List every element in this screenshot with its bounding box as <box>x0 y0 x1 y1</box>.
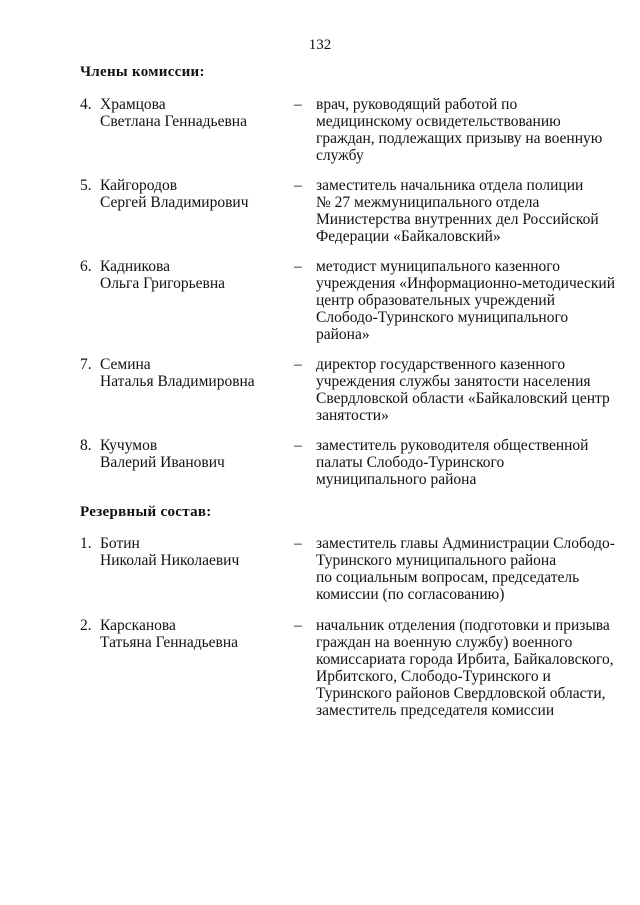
entry-surname: Храмцова <box>100 96 166 113</box>
entry-number: 6. <box>80 258 92 275</box>
description-line: по социальным вопросам, председатель <box>316 569 580 586</box>
entry-description <box>316 356 616 424</box>
entry-number: 4. <box>80 96 92 113</box>
entry-given-name: Валерий Иванович <box>100 454 225 471</box>
entry-description <box>316 437 616 488</box>
entry-dash: – <box>294 617 302 634</box>
description-line: Туринского муниципального района <box>316 552 557 569</box>
description-line: комиссии (по согласованию) <box>316 586 505 603</box>
description-line: учреждения «Информационно-методический <box>316 275 616 292</box>
entry-name <box>100 437 290 471</box>
description-line: комиссариата города Ирбита, Байкаловского, <box>316 651 614 668</box>
description-line: Федерации «Байкаловский» <box>316 228 501 245</box>
entry-dash: – <box>294 258 302 275</box>
entry-dash: – <box>294 535 302 552</box>
entry-number: 1. <box>80 535 92 552</box>
entry-dash: – <box>294 177 302 194</box>
description-line: заместитель руководителя общественной <box>316 437 589 454</box>
entry-surname: Ботин <box>100 535 140 552</box>
entry-number: 8. <box>80 437 92 454</box>
description-line: Министерства внутренних дел Российской <box>316 211 599 228</box>
entry-number: 7. <box>80 356 92 373</box>
description-line: Слободо-Туринского муниципального <box>316 309 569 326</box>
page-number: 132 <box>308 37 332 53</box>
description-line: граждан, подлежащих призыву на военную <box>316 130 603 147</box>
entry-given-name: Светлана Геннадьевна <box>100 113 247 130</box>
entry-surname: Кадникова <box>100 258 170 275</box>
entry-dash: – <box>294 96 302 113</box>
description-line: Ирбитского, Слободо-Туринского и <box>316 668 551 685</box>
description-line: директор государственного казенного <box>316 356 566 373</box>
entry-surname: Кайгородов <box>100 177 178 194</box>
entry-description <box>316 617 616 719</box>
entry-name <box>100 96 290 130</box>
description-line: района» <box>316 326 370 343</box>
entry-number: 2. <box>80 617 92 634</box>
entry-name <box>100 356 290 390</box>
description-line: начальник отделения (подготовки и призыва <box>316 617 610 634</box>
description-line: Туринского районов Свердловской области, <box>316 685 606 702</box>
entry-surname: Карсканова <box>100 617 176 634</box>
description-line: Свердловской области «Байкаловский центр <box>316 390 610 407</box>
entry-surname: Семина <box>100 356 151 373</box>
entry-dash: – <box>294 437 302 454</box>
description-line: службу <box>316 147 364 164</box>
entry-given-name: Николай Николаевич <box>100 552 240 569</box>
description-line: медицинскому освидетельствованию <box>316 113 561 130</box>
entry-given-name: Наталья Владимировна <box>100 373 255 390</box>
entry-description <box>316 96 616 164</box>
description-line: муниципального района <box>316 471 477 488</box>
entry-name <box>100 535 290 569</box>
section-title-members: Члены комиссии: <box>80 64 205 80</box>
description-line: заместитель начальника отдела полиции <box>316 177 584 194</box>
entry-name <box>100 617 290 651</box>
description-line: методист муниципального казенного <box>316 258 561 275</box>
entry-name <box>100 258 290 292</box>
entry-description <box>316 258 616 343</box>
entry-name <box>100 177 290 211</box>
entry-given-name: Ольга Григорьевна <box>100 275 226 292</box>
entry-dash: – <box>294 356 302 373</box>
description-line: палаты Слободо-Туринского <box>316 454 505 471</box>
entry-given-name: Сергей Владимирович <box>100 194 249 211</box>
description-line: № 27 межмуниципального отдела <box>316 194 540 211</box>
section-title-reserve: Резервный состав: <box>80 504 212 520</box>
entry-surname: Кучумов <box>100 437 158 454</box>
description-line: учреждения службы занятости населения <box>316 373 591 390</box>
description-line: врач, руководящий работой по <box>316 96 518 113</box>
entry-given-name: Татьяна Геннадьевна <box>100 634 239 651</box>
description-line: граждан на военную службу) военного <box>316 634 573 651</box>
entry-description <box>316 177 616 245</box>
description-line: заместитель главы Администрации Слободо- <box>316 535 615 552</box>
description-line: центр образовательных учреждений <box>316 292 556 309</box>
description-line: заместитель председателя комиссии <box>316 702 555 719</box>
entry-description <box>316 535 616 603</box>
description-line: занятости» <box>316 407 389 424</box>
entry-number: 5. <box>80 177 92 194</box>
